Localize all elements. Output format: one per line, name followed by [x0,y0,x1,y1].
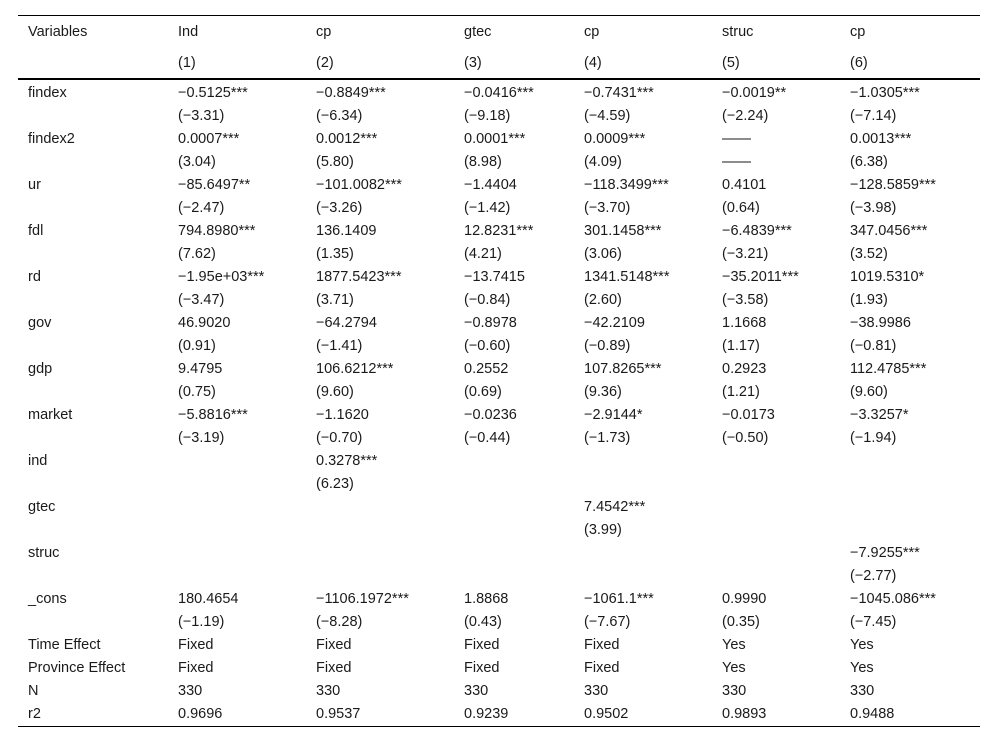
coefficient-cell [574,542,712,565]
variable-label: gov [28,315,52,331]
coefficient-cell: 0.0013*** [850,131,912,147]
t-statistic-cell [574,565,712,588]
t-statistic-row [18,381,980,404]
coefficient-cell: −0.0173 [722,407,775,423]
t-statistic-row [18,289,980,312]
coefficient-cell: −5.8816*** [178,407,248,423]
coefficient-cell [168,496,306,519]
coefficient-cell: 7.4542*** [584,499,646,515]
empty-label-cell [18,151,168,174]
t-statistic-cell [712,473,840,496]
model-number-header: (2) [316,55,334,71]
coefficient-cell: −7.9255*** [850,545,920,561]
summary-row [18,703,980,727]
coefficient-cell: —— [722,131,751,147]
coefficient-cell: 0.0001*** [464,131,526,147]
t-statistic-cell: (−1.42) [464,200,511,216]
t-statistic-cell: (−9.18) [464,108,511,124]
t-statistic-cell: (5.80) [316,154,354,170]
t-statistic-cell: (0.75) [178,384,216,400]
empty-label-cell [18,611,168,634]
summary-value: 0.9537 [316,706,361,722]
t-statistic-cell: (−6.34) [316,108,363,124]
coefficient-cell [712,542,840,565]
variable-label: findex2 [28,131,75,147]
t-statistic-cell: (−8.28) [316,614,363,630]
t-statistic-cell: (6.23) [316,476,354,492]
t-statistic-cell: (−3.19) [178,430,225,446]
coefficient-cell: 0.3278*** [316,453,378,469]
coefficient-cell: −85.6497** [178,177,251,193]
t-statistic-cell: (−7.14) [850,108,897,124]
t-statistic-cell: (−0.81) [850,338,897,354]
coefficient-cell: −0.0416*** [464,85,534,101]
summary-value: Fixed [464,637,500,653]
t-statistic-cell: (9.60) [850,384,888,400]
empty-label-cell [18,473,168,496]
coefficient-cell: −128.5859*** [850,177,936,193]
t-statistic-cell: (−2.24) [722,108,769,124]
t-statistic-cell [712,519,840,542]
t-statistic-cell [306,519,454,542]
summary-value: Yes [722,637,746,653]
coefficient-cell: −1106.1972*** [316,591,409,607]
coefficient-cell: 107.8265*** [584,361,662,377]
summary-row [18,634,980,657]
coefficient-cell [712,450,840,473]
model-number-header: (5) [722,55,740,71]
t-statistic-cell [574,473,712,496]
regression-table [18,15,980,727]
variable-label: market [28,407,73,423]
t-statistic-cell: (3.06) [584,246,622,262]
coefficient-cell [454,450,574,473]
model-number-header: (1) [178,55,196,71]
coefficient-cell: −0.0019** [722,85,787,101]
t-statistic-cell: (−3.31) [178,108,225,124]
coefficient-cell [168,542,306,565]
dependent-variable-header: cp [584,24,600,40]
t-statistic-cell: (−4.59) [584,108,631,124]
dependent-variable-header: cp [316,24,332,40]
variable-label: ur [28,177,41,193]
t-statistic-cell: (−3.47) [178,292,225,308]
coefficient-row [18,128,980,151]
dependent-variable-header: gtec [464,24,492,40]
t-statistic-row [18,335,980,358]
coefficient-cell: 794.8980*** [178,223,256,239]
table-body [18,79,980,727]
t-statistic-cell: (−3.70) [584,200,631,216]
coefficient-cell [454,496,574,519]
coefficient-row [18,358,980,381]
empty-label-cell [18,197,168,220]
dependent-variable-header: cp [850,24,866,40]
coefficient-cell: −1.4404 [464,177,517,193]
empty-label-cell [18,519,168,542]
t-statistic-cell: (−3.26) [316,200,363,216]
summary-value: 0.9893 [722,706,767,722]
t-statistic-cell [168,565,306,588]
t-statistic-cell: (−0.84) [464,292,511,308]
t-statistic-cell: (−7.45) [850,614,897,630]
table-header [18,16,980,80]
summary-value: Fixed [584,660,620,676]
coefficient-cell: −1045.086*** [850,591,936,607]
t-statistic-cell: (−1.41) [316,338,363,354]
summary-value: Fixed [178,660,214,676]
coefficient-cell: −1.0305*** [850,85,920,101]
coefficient-cell [712,496,840,519]
coefficient-cell: −101.0082*** [316,177,402,193]
t-statistic-cell: (0.69) [464,384,502,400]
t-statistic-cell [840,519,980,542]
summary-value: 330 [464,683,489,699]
dependent-variable-header: struc [722,24,754,40]
empty-label-cell [18,565,168,588]
summary-row [18,680,980,703]
t-statistic-cell: (−0.70) [316,430,363,446]
t-statistic-cell: (−2.47) [178,200,225,216]
coefficient-cell: 1019.5310* [850,269,925,285]
model-number-header [18,48,168,79]
t-statistic-cell: (3.71) [316,292,354,308]
coefficient-cell: 0.9990 [722,591,767,607]
summary-value: Yes [722,660,746,676]
coefficient-cell: −6.4839*** [722,223,792,239]
coefficient-cell: 1.8868 [464,591,509,607]
coefficient-cell: −35.2011*** [722,269,799,285]
coefficient-cell: −3.3257* [850,407,909,423]
coefficient-cell [168,450,306,473]
coefficient-cell [840,496,980,519]
t-statistic-cell: (−0.50) [722,430,769,446]
variable-label: _cons [28,591,67,607]
t-statistic-row [18,427,980,450]
coefficient-cell: 301.1458*** [584,223,662,239]
summary-value: Fixed [178,637,214,653]
coefficient-cell: 0.4101 [722,177,767,193]
t-statistic-cell [168,519,306,542]
model-number-header: (6) [850,55,868,71]
coefficient-cell: 136.1409 [316,223,377,239]
summary-value: 330 [722,683,747,699]
t-statistic-cell [712,565,840,588]
t-statistic-row [18,519,980,542]
t-statistic-cell: (6.38) [850,154,888,170]
t-statistic-cell: (3.99) [584,522,622,538]
coefficient-cell: −42.2109 [584,315,645,331]
t-statistic-cell [168,473,306,496]
summary-value: 0.9696 [178,706,223,722]
t-statistic-cell: (9.60) [316,384,354,400]
t-statistic-cell: (1.35) [316,246,354,262]
dependent-variable-header: Ind [178,24,199,40]
coefficient-cell: −0.8849*** [316,85,386,101]
t-statistic-cell: —— [722,154,751,170]
t-statistic-cell: (7.62) [178,246,216,262]
t-statistic-cell: (0.64) [722,200,760,216]
t-statistic-cell: (0.35) [722,614,760,630]
t-statistic-cell: (3.52) [850,246,888,262]
coefficient-cell: 0.2923 [722,361,767,377]
empty-label-cell [18,427,168,450]
t-statistic-row [18,243,980,266]
t-statistic-cell: (8.98) [464,154,502,170]
t-statistic-cell: (−7.67) [584,614,631,630]
t-statistic-row [18,611,980,634]
coefficient-cell [454,542,574,565]
coefficient-cell: −38.9986 [850,315,911,331]
t-statistic-cell: (−3.58) [722,292,769,308]
coefficient-cell: −0.5125*** [178,85,248,101]
summary-value: Yes [850,637,874,653]
coefficient-cell [574,450,712,473]
variable-label: fdl [28,223,44,239]
variable-label: rd [28,269,41,285]
coefficient-cell: 112.4785*** [850,361,927,377]
summary-value: 330 [316,683,341,699]
summary-value: Yes [850,660,874,676]
t-statistic-cell: (−2.77) [850,568,897,584]
coefficient-cell: 9.4795 [178,361,223,377]
summary-value: Fixed [316,637,352,653]
coefficient-cell: −2.9144* [584,407,643,423]
summary-label: r2 [28,706,41,722]
t-statistic-cell [306,565,454,588]
empty-label-cell [18,243,168,266]
variable-label: struc [28,545,60,561]
coefficient-cell: 1341.5148*** [584,269,670,285]
empty-label-cell [18,381,168,404]
t-statistic-cell: (−1.94) [850,430,897,446]
t-statistic-cell: (2.60) [584,292,622,308]
t-statistic-cell: (0.43) [464,614,502,630]
t-statistic-row [18,151,980,174]
summary-value: 330 [850,683,875,699]
t-statistic-cell [454,565,574,588]
summary-value: 0.9239 [464,706,509,722]
coefficient-cell: 180.4654 [178,591,239,607]
coefficient-cell: −64.2794 [316,315,377,331]
model-number-header: (4) [584,55,602,71]
summary-value: Fixed [316,660,352,676]
coefficient-cell: 0.0007*** [178,131,240,147]
summary-value: Fixed [584,637,620,653]
coefficient-cell: 1877.5423*** [316,269,402,285]
t-statistic-cell [454,473,574,496]
header-row-variables [18,16,980,49]
summary-value: Fixed [464,660,500,676]
coefficient-cell: 106.6212*** [316,361,394,377]
summary-label: Province Effect [28,660,126,676]
variable-label: ind [28,453,48,469]
t-statistic-row [18,105,980,128]
coefficient-cell: −1061.1*** [584,591,654,607]
coefficient-row [18,588,980,611]
variable-label: gtec [28,499,56,515]
header-row-model-numbers [18,48,980,79]
t-statistic-cell: (1.21) [722,384,760,400]
regression-table-container [18,15,980,727]
coefficient-row [18,174,980,197]
t-statistic-cell: (0.91) [178,338,216,354]
t-statistic-row [18,565,980,588]
coefficient-cell: −0.8978 [464,315,517,331]
coefficient-row [18,312,980,335]
coefficient-cell: −1.1620 [316,407,369,423]
coefficient-row [18,496,980,519]
variables-header: Variables [28,24,88,40]
coefficient-row [18,79,980,105]
summary-value: 330 [584,683,609,699]
t-statistic-cell: (−0.89) [584,338,631,354]
t-statistic-cell: (4.21) [464,246,502,262]
coefficient-row [18,404,980,427]
summary-label: N [28,683,39,699]
t-statistic-cell [840,473,980,496]
model-number-header: (3) [464,55,482,71]
summary-value: 0.9502 [584,706,629,722]
coefficient-cell: 0.2552 [464,361,509,377]
t-statistic-cell: (−0.60) [464,338,511,354]
coefficient-cell: −0.0236 [464,407,517,423]
summary-value: 330 [178,683,203,699]
coefficient-row [18,542,980,565]
summary-row [18,657,980,680]
t-statistic-cell: (−3.98) [850,200,897,216]
summary-value: 0.9488 [850,706,895,722]
t-statistic-cell: (9.36) [584,384,622,400]
empty-label-cell [18,289,168,312]
variable-label: gdp [28,361,53,377]
coefficient-cell: −0.7431*** [584,85,654,101]
t-statistic-cell: (1.17) [722,338,760,354]
coefficient-cell [306,542,454,565]
empty-label-cell [18,105,168,128]
coefficient-cell: 46.9020 [178,315,231,331]
t-statistic-cell: (4.09) [584,154,622,170]
t-statistic-cell: (1.93) [850,292,888,308]
t-statistic-cell [454,519,574,542]
coefficient-row [18,220,980,243]
coefficient-cell: −13.7415 [464,269,525,285]
coefficient-cell: 0.0012*** [316,131,378,147]
coefficient-cell: −118.3499*** [584,177,669,193]
empty-label-cell [18,335,168,358]
t-statistic-cell: (−3.21) [722,246,769,262]
summary-label: Time Effect [28,637,101,653]
coefficient-row [18,266,980,289]
t-statistic-cell: (−1.73) [584,430,631,446]
t-statistic-row [18,473,980,496]
coefficient-cell [840,450,980,473]
variable-label: findex [28,85,67,101]
t-statistic-cell: (3.04) [178,154,216,170]
coefficient-cell: 12.8231*** [464,223,534,239]
coefficient-cell: 347.0456*** [850,223,928,239]
t-statistic-row [18,197,980,220]
coefficient-cell: 1.1668 [722,315,767,331]
coefficient-cell: 0.0009*** [584,131,646,147]
t-statistic-cell: (−1.19) [178,614,225,630]
coefficient-row [18,450,980,473]
t-statistic-cell: (−0.44) [464,430,511,446]
coefficient-cell [306,496,454,519]
coefficient-cell: −1.95e+03*** [178,269,265,285]
